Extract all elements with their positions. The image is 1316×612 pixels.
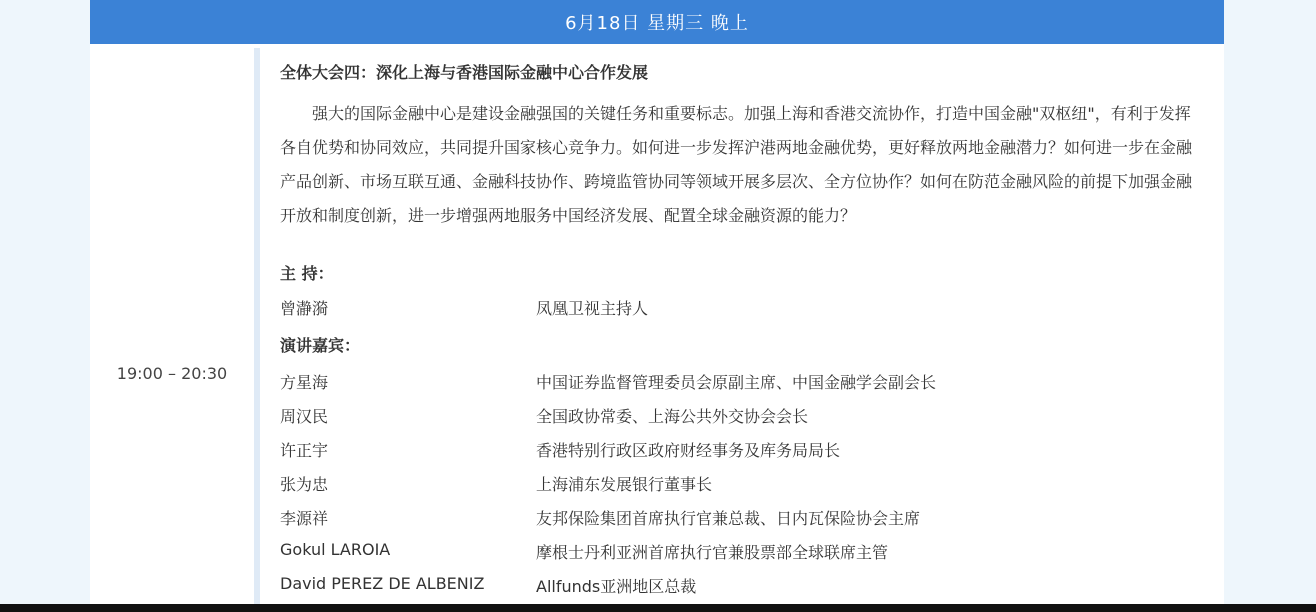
host-name: 曾瀞漪 xyxy=(280,299,329,318)
speaker-row xyxy=(280,438,1200,472)
speaker-name: 方星海 xyxy=(280,373,329,392)
speaker-name: Gokul LAROIA xyxy=(280,540,391,559)
speakers-label: 演讲嘉宾： xyxy=(280,336,361,355)
speaker-title: 香港特别行政区政府财经事务及库务局局长 xyxy=(536,441,841,460)
speaker-row xyxy=(280,540,1200,574)
speaker-row xyxy=(280,404,1200,438)
host-row xyxy=(280,296,1200,330)
date-header xyxy=(90,0,1224,44)
speaker-name: 许正宇 xyxy=(280,441,329,460)
session-description: 强大的国际金融中心是建设金融强国的关键任务和重要标志。加强上海和香港交流协作，打造中国金融"双枢纽"，有利于发挥各自优势和协同效应，共同提升国家核心竞争力。如何进一步发挥沪港两地金融优势，更好释放两地金融潜力？如何进一步在金融产品创新、市场互联互通、金融科技协作、跨境监管协同等领域开展多层次、全方位协作？如何在防范金融风险的前提下加强金融开放和制度创新，进一步增强两地服务中国经济发展、配置全球金融资源的能力？ xyxy=(280,104,1193,225)
speaker-title: Allfunds亚洲地区总裁 xyxy=(536,577,697,596)
host-title: 凤凰卫视主持人 xyxy=(536,299,649,318)
speaker-name: 张为忠 xyxy=(280,475,329,494)
session-time: 19:00 – 20:30 xyxy=(116,364,228,383)
speaker-row xyxy=(280,574,1200,604)
speaker-title: 全国政协常委、上海公共外交协会会长 xyxy=(536,407,809,426)
agenda-card xyxy=(90,0,1224,604)
time-cell xyxy=(90,48,254,604)
date-label: 6月18日 星期三 晚上 xyxy=(565,13,749,34)
speaker-title: 中国证券监督管理委员会原副主席、中国金融学会副会长 xyxy=(536,373,937,392)
session-title: 全体大会四：深化上海与香港国际金融中心合作发展 xyxy=(280,63,649,82)
speaker-row xyxy=(280,506,1200,540)
speaker-title: 上海浦东发展银行董事长 xyxy=(536,475,713,494)
speaker-name: 周汉民 xyxy=(280,407,329,426)
speaker-title: 友邦保险集团首席执行官兼总裁、日内瓦保险协会主席 xyxy=(536,509,921,528)
speaker-name: David PEREZ DE ALBENIZ xyxy=(280,574,485,593)
speaker-row xyxy=(280,370,1200,404)
column-divider xyxy=(254,48,260,604)
host-label: 主 持： xyxy=(280,264,334,283)
speaker-title: 摩根士丹利亚洲首席执行官兼股票部全球联席主管 xyxy=(536,543,889,562)
speaker-row xyxy=(280,472,1200,506)
speaker-name: 李源祥 xyxy=(280,509,329,528)
bottom-edge-bar xyxy=(0,604,1316,612)
